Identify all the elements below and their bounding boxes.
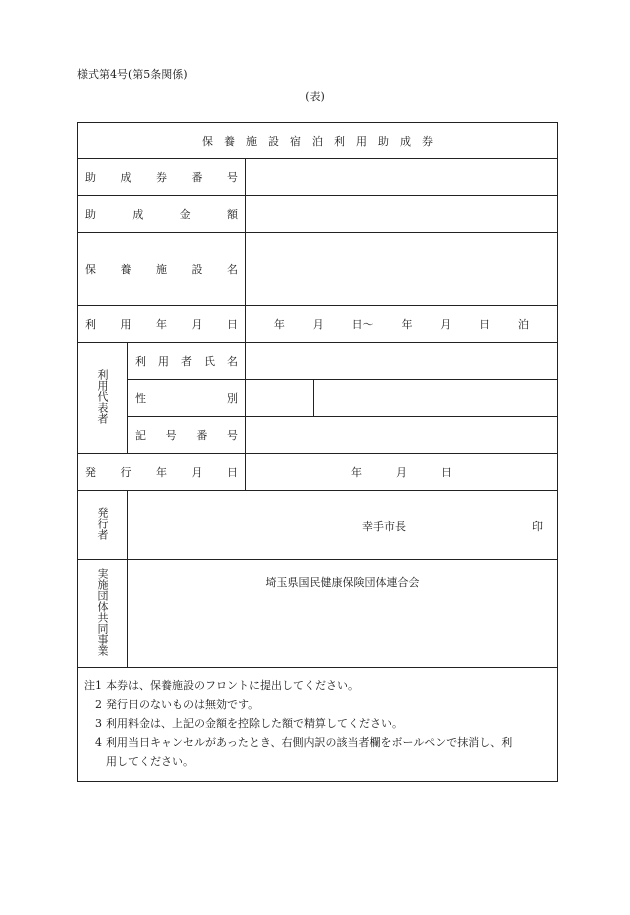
voucher-table [77,122,558,782]
voucher-title: 保養施設宿泊利用助成券 [202,134,444,148]
user-name-label: 利 用 者 氏 名 [128,343,246,380]
grant-amount-label: 助 成 金 額 [78,196,246,233]
gender-field[interactable] [246,380,314,417]
joint-org-name: 埼玉県国民健康保険団体連合会 [128,560,558,668]
note-4: 4 利用当日キャンセルがあったとき、右側内訳の該当者欄をボールペンで抹消し、利 [95,736,513,749]
joint-org-label: 実施団体共同事業 [78,560,128,668]
issue-date-field[interactable]: 年 月 日 [246,454,558,491]
ticket-number-label: 助 成 券 番 号 [78,159,246,196]
gender-label: 性 別 [128,380,246,417]
grant-amount-field[interactable] [246,196,558,233]
facility-name-label: 保 養 施 設 名 [78,233,246,306]
seal-mark: 印 [532,520,543,533]
ticket-number-field[interactable] [246,159,558,196]
gender-extra-field[interactable] [314,380,558,417]
voucher-title-cell [78,123,558,159]
note-3: 3 利用料金は、上記の金額を控除した額で精算してください。 [95,717,403,730]
issuer-mayor: 幸手市長 [362,520,406,533]
front-side-label: (表) [305,90,325,103]
issuer-label: 発行者 [78,491,128,560]
notes-section [78,668,558,782]
use-date-label: 利 用 年 月 日 [78,306,246,343]
note-2: 2 発行日のないものは無効です。 [95,698,260,711]
code-number-field[interactable] [246,417,558,454]
note-4-continued: 用してください。 [106,755,194,768]
code-number-label: 記 号 番 号 [128,417,246,454]
issue-date-label: 発 行 年 月 日 [78,454,246,491]
user-name-field[interactable] [246,343,558,380]
issuer-field [128,491,558,560]
representative-label: 利用代表者 [78,343,128,454]
note-1: 注1 本券は、保養施設のフロントに提出してください。 [84,679,359,692]
facility-name-field[interactable] [246,233,558,306]
form-number-label: 様式第4号(第5条関係) [77,68,188,81]
use-date-field[interactable]: 年 月 日〜 年 月 日 泊 [246,306,558,343]
